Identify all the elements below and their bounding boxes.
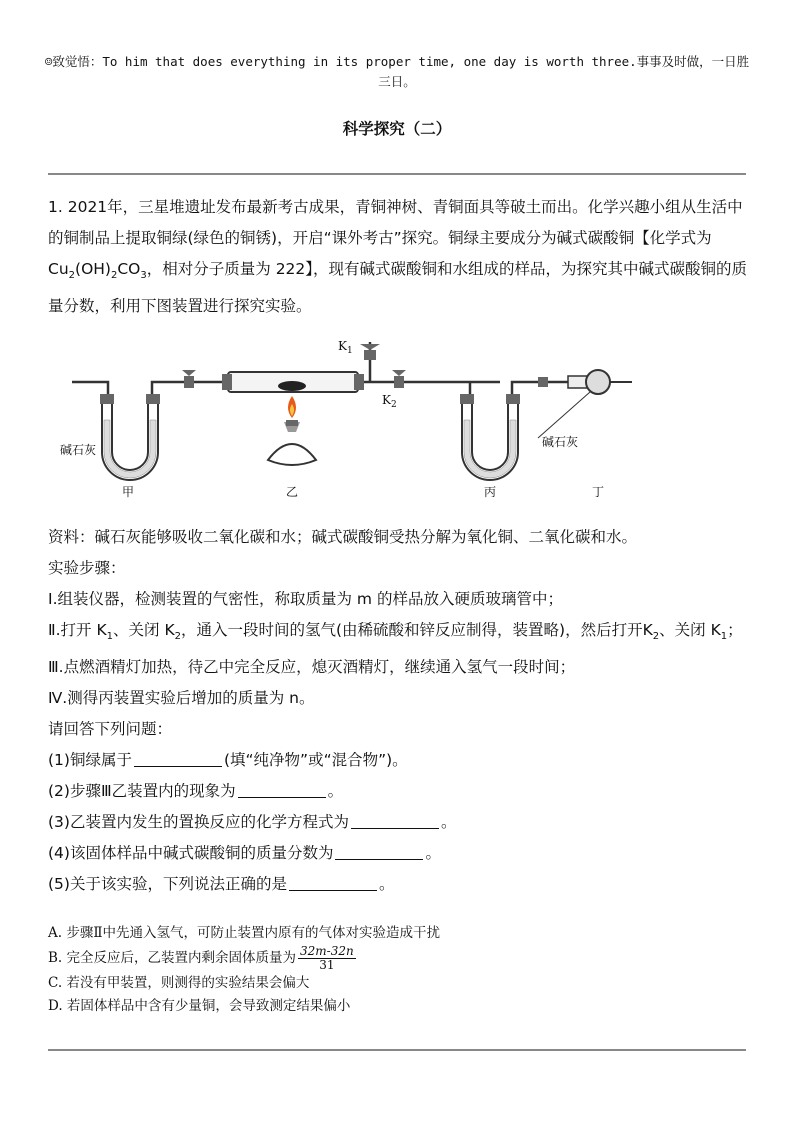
alcohol-burner [268, 396, 316, 465]
valve-left [182, 370, 196, 388]
step-3: Ⅲ.点燃酒精灯加热，待乙中完全反应，熄灭酒精灯，继续通入氢气一段时间； [48, 658, 576, 677]
sub-question-1: (1)铜绿属于 (填“纯净物”或“混合物”)。 [48, 745, 748, 776]
answer-blank-4[interactable] [335, 841, 423, 860]
option-c[interactable]: C. 若没有甲装置，则测得的实验结果会偏大 [48, 975, 310, 991]
option-a[interactable]: A. 步骤Ⅱ中先通入氢气，可防止装置内原有的气体对实验造成干扰 [48, 925, 441, 941]
sub-question-5: (5)关于该实验，下列说法正确的是 。 [48, 869, 748, 900]
answer-blank-5[interactable] [289, 872, 377, 891]
u-tube-jia [100, 394, 160, 480]
step-1: Ⅰ.组装仪器，检测装置的气密性，称取质量为 m 的样品放入硬质玻璃管中； [48, 590, 563, 608]
label-k2: $K_2$ [382, 393, 397, 410]
label-jia: 甲 [122, 485, 135, 499]
ask-text: 请回答下列问题： [48, 720, 173, 739]
apparatus-diagram [60, 332, 640, 504]
valve-k2 [392, 370, 406, 388]
answer-blank-2[interactable] [238, 779, 326, 798]
step-4: Ⅳ.测得丙装置实验后增加的质量为 n。 [48, 689, 315, 708]
steps-title: 实验步骤： [48, 559, 126, 577]
answer-blank-3[interactable] [351, 810, 439, 829]
answer-blank-1[interactable] [134, 748, 222, 767]
info-text: 资料：碱石灰能够吸收二氧化碳和水；碱式碳酸铜受热分解为氧化铜、二氧化碳和水。 [48, 528, 638, 546]
option-d[interactable]: D. 若固体样品中含有少量铜，会导致测定结果偏小 [48, 998, 351, 1014]
question-intro: 1. 2021年，三星堆遗址发布最新考古成果，青铜神树、青铜面具等破土而出。化学兴趣小组从生活中的铜制品上提取铜绿(绿色的铜锈)，开启“课外考古”探究。铜绿主要成分为碱式碳酸铜【化学式为 $Cu_2(OH)_2CO_3$，相对分子质量为 222】，现有碱式碳酸铜和水组成的样品，为探究其中碱式碳酸铜的质量分数，利用下图装置进行探究实验。 [48, 198, 748, 316]
label-yi: 乙 [286, 485, 299, 499]
question-body [48, 192, 748, 322]
sub-question-4: (4)该固体样品中碱式碳酸铜的质量分数为 。 [48, 838, 748, 869]
label-k1: $K_1$ [338, 339, 353, 356]
label-bing: 丙 [484, 485, 497, 499]
label-ding: 丁 [592, 485, 605, 499]
sub-question-3: (3)乙装置内发生的置换反应的化学方程式为 。 [48, 807, 748, 838]
bottom-divider [48, 1049, 746, 1051]
sub-question-2: (2)步骤Ⅲ乙装置内的现象为 。 [48, 776, 748, 807]
step-2: Ⅱ.打开 $K_1$、关闭 $K_2$，通入一段时间的氢气(由稀硫酸和锌反应制得，装置略)，然后打开$K_2$、关闭 $K_1$； [48, 621, 743, 643]
fraction: $\frac{32m-32n}{31}$ [300, 944, 354, 972]
option-b[interactable]: B. 完全反应后，乙装置内剩余固体质量为 $\frac{32m-32n}{31}$ [48, 944, 354, 972]
page-title: 科学探究（二） [342, 120, 452, 138]
glass-tube-yi [222, 372, 364, 392]
label-soda-lime-right: 碱石灰 [542, 435, 579, 449]
options-list [48, 922, 748, 1018]
label-soda-lime-left: 碱石灰 [60, 443, 97, 457]
motto: ☺致觉悟：To him that does everything in its proper time, one day is worth three.事事及时做，一日胜三日。 [44, 54, 750, 89]
top-divider [48, 173, 746, 175]
u-tube-bing [460, 394, 520, 480]
question-text [48, 522, 748, 900]
